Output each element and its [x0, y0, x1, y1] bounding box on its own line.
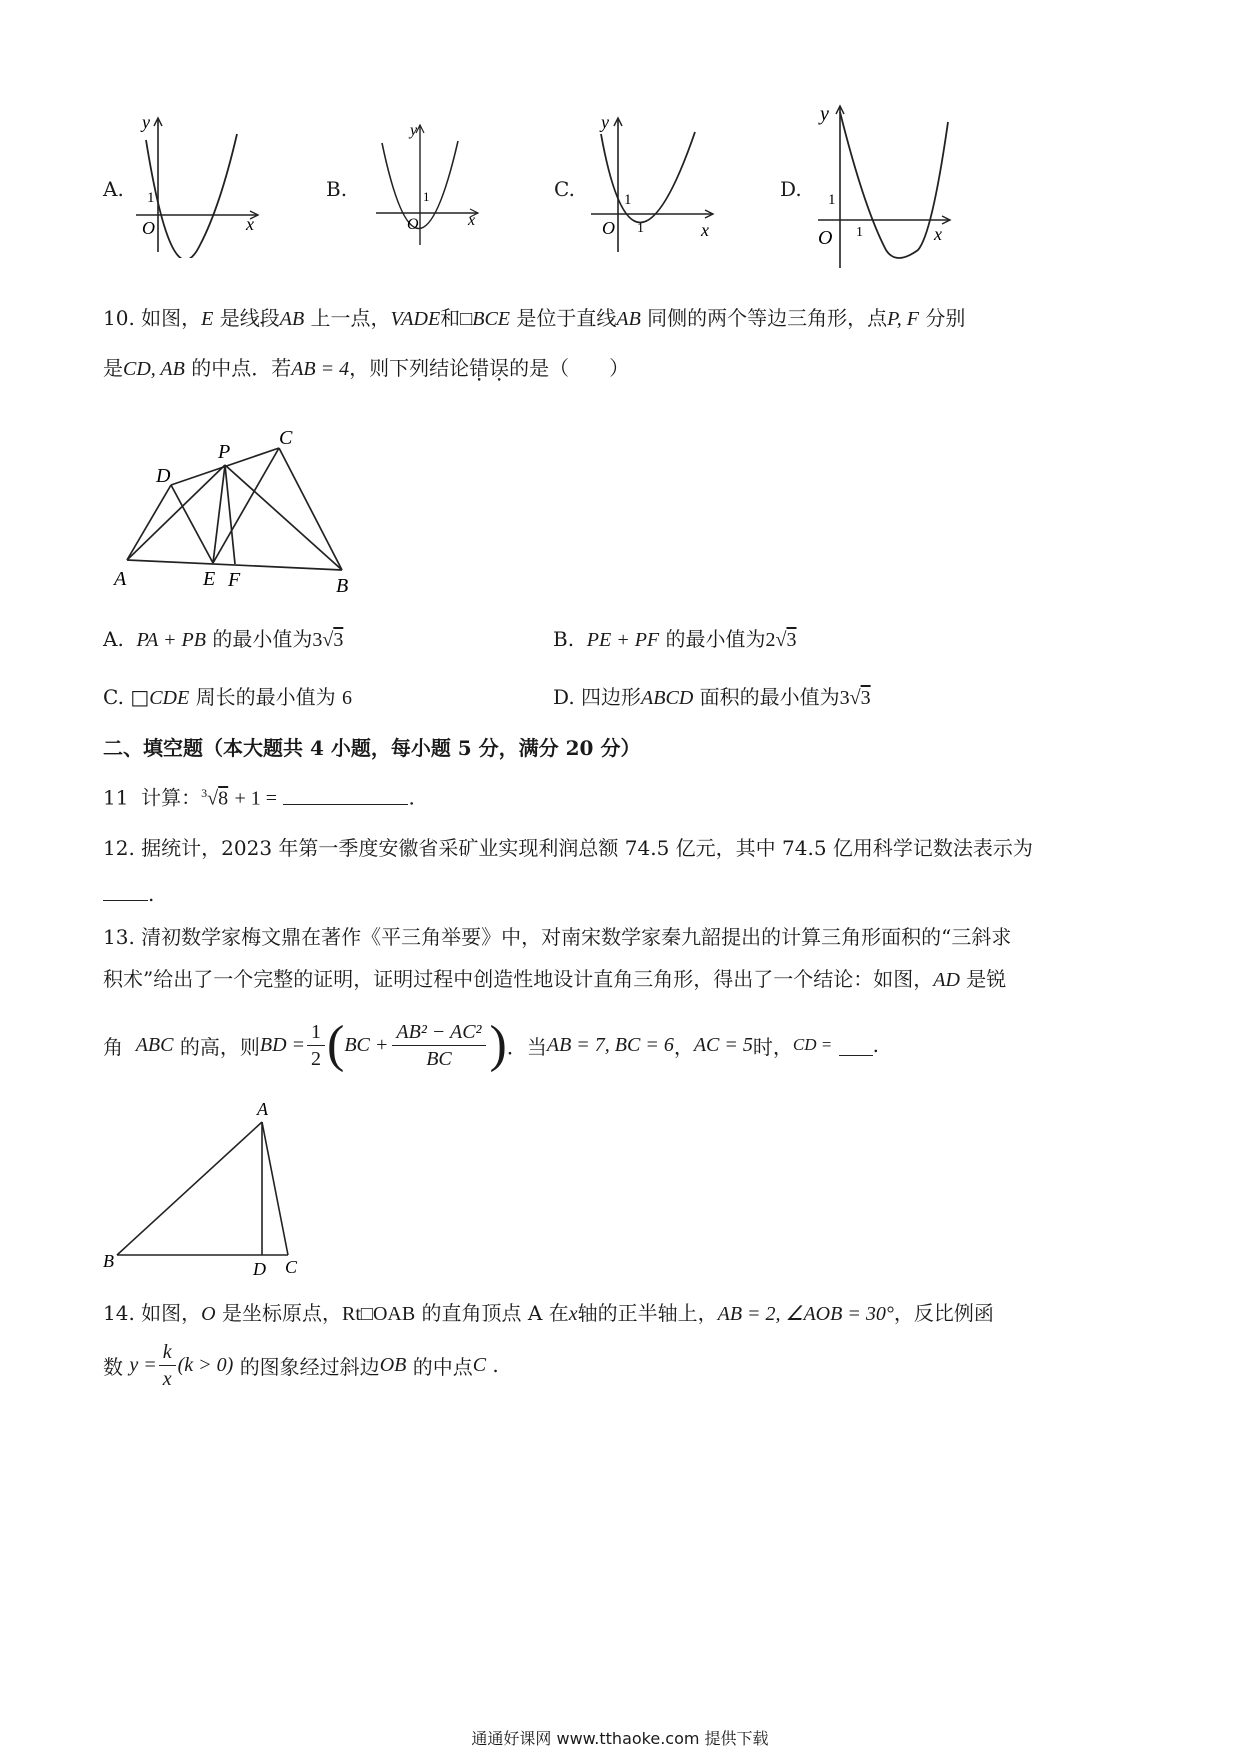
graph-a — [130, 112, 270, 258]
q13-line-1: 13. 清初数学家梅文鼎在著作《平三角举要》中，对南宋数学家秦九韶提出的计算三角形面积的“三斜求 — [103, 925, 1012, 949]
y-axis-label: y — [601, 112, 609, 132]
svg-text:1: 1 — [856, 225, 863, 240]
label-d: D — [253, 1259, 266, 1279]
x-axis-label: x — [701, 220, 709, 240]
label-a: A — [114, 568, 127, 590]
page-footer: 通通好课网 www.tthaoke.com 提供下载 — [471, 1729, 769, 1748]
x-axis-label: x — [246, 214, 254, 234]
graph-b — [370, 115, 490, 255]
q10-line-2: 是CD, AB 的中点．若AB = 4，则下列结论错误的是（ ） — [103, 356, 630, 380]
label-p: P — [218, 441, 231, 463]
q14-line-2: 数 y = $\frac{k}{x}$ (k > 0) 的图象经过斜边 OB 的中点 C . — [103, 1340, 499, 1390]
option-a-label: A. — [103, 177, 124, 201]
tick-label: 1 — [147, 190, 155, 206]
graph-d — [810, 100, 960, 272]
q13-figure — [95, 1095, 315, 1280]
q12-line-1: 12. 据统计，2023 年第一季度安徽省采矿业实现利润总额 74.5 亿元，其中 74.5 亿用科学记数法表示为 — [103, 836, 1033, 860]
origin-label: O — [818, 227, 833, 249]
option-b-label: B. — [326, 177, 348, 201]
y-axis-label: y — [142, 112, 150, 132]
option-d-label: D. — [780, 177, 802, 201]
x-axis-label: x — [934, 224, 942, 244]
q10-choice-d: D. 四边形ABCD 面积的最小值为3√3 — [553, 685, 871, 709]
q10-choice-b: B. PE + PF 的最小值为2√3 — [553, 627, 797, 651]
q13-line-3: 角 ABC 的高，则 BD = $\frac{1}{2}$ ( BC + $\frac{\text{AB² − AC²}}{BC}$ ) ．当 AB = 7, BC = 6 ， AC = 5 时， CD = . — [103, 1016, 879, 1073]
label-c: C — [279, 427, 293, 449]
label-a: A — [257, 1099, 268, 1119]
section-heading: 二、填空题（本大题共 4 小题，每小题 5 分，满分 20 分） — [103, 736, 641, 760]
q10-line-1: 10. 如图，E 是线段AB 上一点，VADE和□BCE 是位于直线AB 同侧的两个等边三角形，点P, F 分别 — [103, 306, 966, 330]
label-b: B — [336, 575, 349, 595]
q10-choice-a: A. PA + PB 的最小值为3√3 — [103, 627, 344, 651]
q10-figure — [100, 420, 370, 595]
label-b: B — [103, 1251, 114, 1271]
tick-label: 1 — [624, 192, 632, 208]
x-axis-label: x — [468, 212, 476, 229]
origin-label: O — [142, 218, 155, 238]
q12-line-2: . — [103, 880, 154, 907]
graph-c — [585, 112, 725, 258]
q13-line-2: 积术”给出了一个完整的证明，证明过程中创造性地设计直角三角形，得出了一个结论：如图，AD 是锐 — [103, 967, 1007, 991]
tick-label: 1 — [828, 192, 836, 208]
origin-label: O — [407, 216, 419, 233]
y-axis-label: y — [410, 122, 418, 139]
label-f: F — [228, 569, 241, 591]
label-d: D — [156, 465, 171, 487]
q14-line-1: 14. 如图，O 是坐标原点，Rt□OAB 的直角顶点 A 在x轴的正半轴上，AB = 2, ∠AOB = 30°，反比例函 — [103, 1301, 994, 1325]
q11: 11 计算：$^3$√8 + 1 = . — [103, 785, 415, 810]
q10-choice-c: C. □CDE 周长的最小值为 6 — [103, 685, 352, 709]
tick-label: 1 — [423, 189, 430, 204]
option-c-label: C. — [554, 177, 575, 201]
y-axis-label: y — [820, 103, 829, 125]
origin-label: O — [602, 218, 615, 238]
label-e: E — [203, 568, 216, 590]
svg-text:1: 1 — [637, 221, 644, 236]
label-c: C — [285, 1257, 298, 1277]
